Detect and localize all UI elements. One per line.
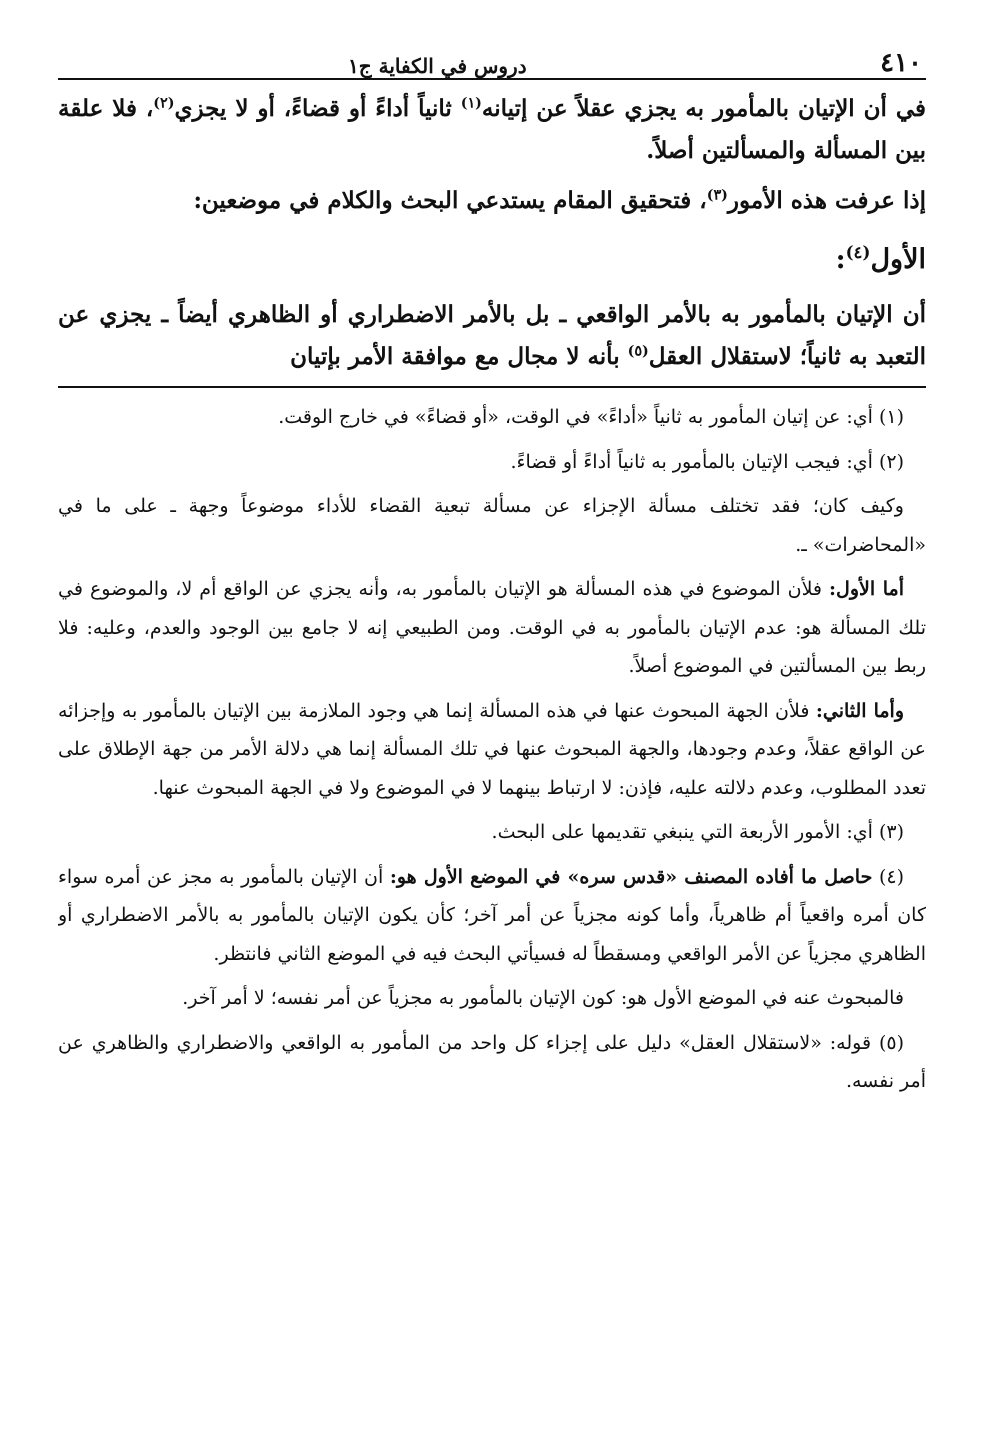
footnote-2-first-point: أما الأول: فلأن الموضوع في هذه المسألة هو الإتيان بالمأمور به، وأنه يجزي عن الواقع أم لا، والموضوع في تلك المسألة هو: عدم الإتيان بالمأمور به في الوقت. ومن الطبيعي إنه لا جامع بين الوجود والعدم، وعليه: فلا ربط بين المسألتين في الموضوع أصلاً. — [58, 578, 926, 677]
main-text — [58, 88, 926, 378]
footnote-1: (١) أي: عن إتيان المأمور به ثانياً «أداءً» في الوقت، «أو قضاءً» في خارج الوقت. — [278, 406, 904, 428]
footnote-4: (٤) حاصل ما أفاده المصنف «قدس سره» في الموضع الأول هو: أن الإتيان بالمأمور به مجز عن أمره سواء كان أمره واقعياً أم ظاهرياً، وأما كونه مجزياً عن أمر آخر؛ كأن يكون الإتيان بالمأمور به بالأمر الاضطراري أو الظاهري مجزياً عن الأمر الواقعي ومسقطاً له فسيأتي البحث فيه في الموضع الثاني فانتظر. — [58, 865, 926, 965]
running-title: دروس في الكفاية ج١ — [348, 54, 527, 78]
footnotes — [58, 398, 926, 1101]
footnote-5: (٥) قوله: «لاستقلال العقل» دليل على إجزاء كل واحد من المأمور به الواقعي والاضطراري والظاهري عن أمر نفسه. — [58, 1031, 926, 1092]
footnote-ref-1: (١) — [460, 95, 482, 112]
page-header — [58, 40, 926, 80]
footnote-ref-2: (٢) — [153, 95, 175, 112]
footnote-2-second-point: وأما الثاني: فلأن الجهة المبحوث عنها في هذه المسألة إنما هي وجود الملازمة بين الإتيان بالمأمور به وإجزائه عن الواقع عقلاً، وعدم وجودها، والجهة المبحوث عنها في تلك المسألة إنما هي دلالة الأمر من جهة الإطلاق على تعدد المطلوب، وعدم دلالته عليه، فإذن: لا ارتباط بينهما لا في الموضوع ولا في الجهة المبحوث عنها. — [58, 699, 926, 799]
footnote-separator — [58, 386, 926, 388]
footnote-ref-4: (٤) — [845, 242, 871, 262]
book-page — [58, 40, 926, 1420]
footnote-ref-3: (٣) — [706, 187, 728, 204]
main-paragraph-2: إذا عرفت هذه الأمور$^{(٣)}$، فتحقيق المقام يستدعي البحث والكلام في موضعين: — [193, 187, 926, 214]
footnote-ref-5: (٥) — [627, 343, 649, 360]
page-number: ٤١٠ — [880, 48, 922, 78]
main-paragraph-1: في أن الإتيان بالمأمور به يجزي عقلاً عن إتيانه$^{(١)}$ ثانياً أداءً أو قضاءً، أو لا يجزي$^{(٢)}$، فلا علقة بين المسألة والمسألتين أصلاً. — [58, 95, 926, 164]
footnote-2-continuation: وكيف كان؛ فقد تختلف مسألة الإجزاء عن مسألة تبعية القضاء للأداء موضوعاً وجهة ـ على ما في «المحاضرات» ـ. — [58, 495, 926, 556]
footnote-4-continuation: فالمبحوث عنه في الموضع الأول هو: كون الإتيان بالمأمور به مجزياً عن أمر نفسه؛ لا أمر آخر. — [182, 987, 904, 1009]
footnote-2: (٢) أي: فيجب الإتيان بالمأمور به ثانياً أداءً أو قضاءً. — [510, 450, 904, 473]
footnote-3: (٣) أي: الأمور الأربعة التي ينبغي تقديمها على البحث. — [491, 821, 904, 843]
section-heading: الأول$^{(٤)}$: — [835, 242, 926, 275]
main-paragraph-3: أن الإتيان بالمأمور به بالأمر الواقعي ـ بل بالأمر الاضطراري أو الظاهري أيضاً ـ يجزي عن التعبد به ثانياً؛ لاستقلال العقل$^{(٥)}$ بأنه لا مجال مع موافقة الأمر بإتيان — [58, 301, 926, 370]
